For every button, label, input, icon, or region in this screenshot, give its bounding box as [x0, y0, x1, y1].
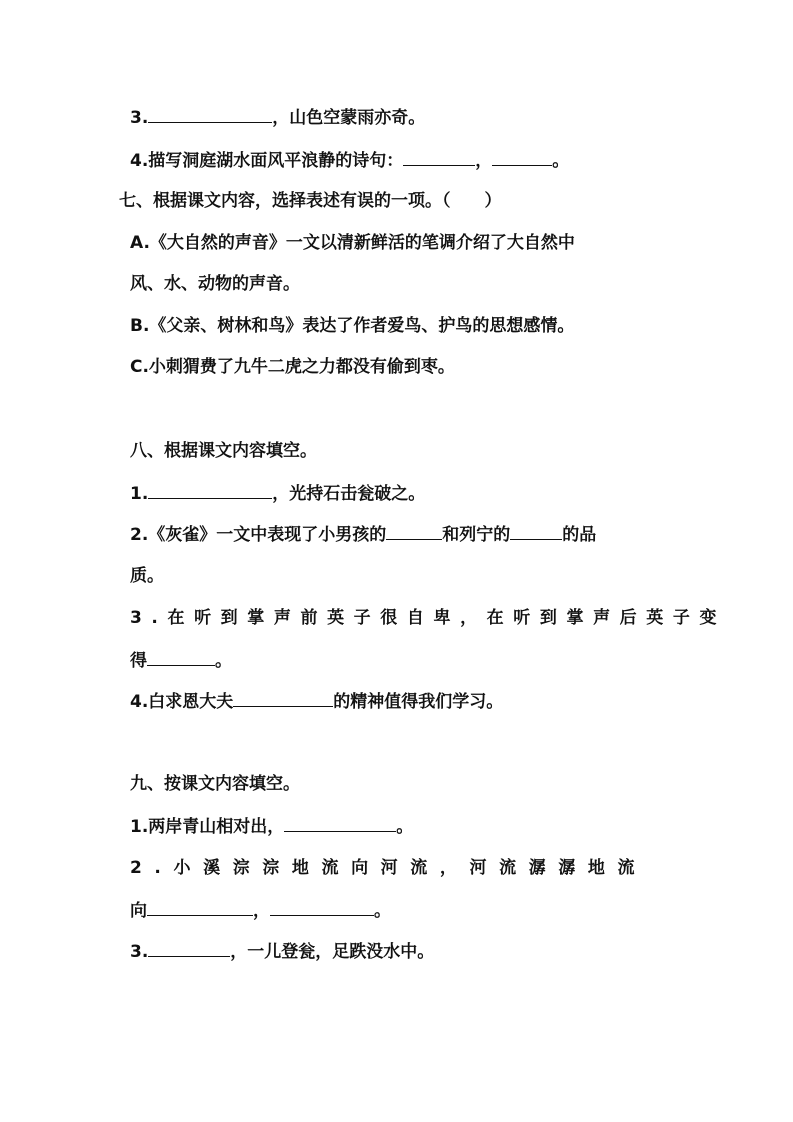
punctuation: ，: [475, 151, 493, 171]
answer-blank[interactable]: [270, 899, 374, 916]
answer-blank[interactable]: [147, 649, 215, 666]
question-text: 1.两岸青山相对出，: [130, 817, 285, 837]
s9-question-2-line1: 2.小溪淙淙地流向河流，河流潺潺地流: [130, 858, 648, 878]
question-text: 2.《灰雀》一文中表现了小男孩的: [130, 525, 387, 545]
s8-question-4: [130, 690, 503, 713]
question-text: 的品: [562, 525, 597, 545]
question-text: ，光持石击瓮破之。: [272, 484, 426, 504]
s7-option-a-line2: 风、水、动物的声音。: [130, 274, 300, 294]
answer-blank[interactable]: [148, 482, 272, 499]
answer-blank[interactable]: [386, 523, 442, 540]
s8-heading: 八、根据课文内容填空。: [130, 441, 317, 461]
s8-question-3-line2: [130, 649, 232, 672]
question-number: 3.: [130, 108, 149, 128]
s7-option-a-line1: A.《大自然的声音》一文以清新鲜活的笔调介绍了大自然中: [130, 233, 575, 253]
s9-question-2-line2: [130, 899, 391, 922]
s8-question-3-line1: 3.在听到掌声前英子很自卑，在听到掌声后英子变: [130, 608, 727, 628]
answer-blank[interactable]: [147, 899, 253, 916]
question-text: 的精神值得我们学习。: [333, 692, 504, 712]
answer-blank[interactable]: [403, 149, 475, 166]
s8-question-2: [130, 523, 596, 546]
answer-blank[interactable]: [148, 940, 230, 957]
question-text: ，山色空蒙雨亦奇。: [272, 108, 426, 128]
punctuation: 。: [215, 651, 232, 671]
punctuation: 。: [374, 901, 391, 921]
s7-option-b: B.《父亲、树林和鸟》表达了作者爱鸟、护鸟的思想感情。: [130, 316, 575, 336]
question-number: 1.: [130, 484, 149, 504]
punctuation: 。: [552, 151, 570, 171]
s8-question-1: [130, 482, 425, 505]
question-text: 得: [130, 651, 147, 671]
s6-question-4: [130, 149, 569, 172]
answer-blank[interactable]: [492, 149, 552, 166]
s9-heading: 九、按课文内容填空。: [130, 774, 300, 794]
question-text: ，一儿登瓮，足跌没水中。: [230, 942, 435, 962]
answer-blank[interactable]: [510, 523, 562, 540]
s7-heading: 七、根据课文内容，选择表述有误的一项。（ ）: [119, 191, 502, 211]
question-text: 4.描写洞庭湖水面风平浪静的诗句：: [130, 151, 404, 171]
s9-question-1: [130, 815, 413, 838]
question-text: 4.白求恩大夫: [130, 692, 234, 712]
answer-blank[interactable]: [233, 690, 333, 707]
answer-blank[interactable]: [148, 106, 272, 123]
punctuation: ，: [253, 901, 270, 921]
s9-question-3: [130, 940, 434, 963]
s6-question-3: [130, 106, 425, 129]
s8-question-2-cont: 质。: [130, 566, 164, 586]
question-text: 向: [130, 901, 147, 921]
s7-option-c: C.小刺猬费了九牛二虎之力都没有偷到枣。: [130, 357, 455, 377]
answer-blank[interactable]: [284, 815, 396, 832]
question-number: 3.: [130, 942, 149, 962]
question-text: 和列宁的: [442, 525, 511, 545]
punctuation: 。: [396, 817, 414, 837]
